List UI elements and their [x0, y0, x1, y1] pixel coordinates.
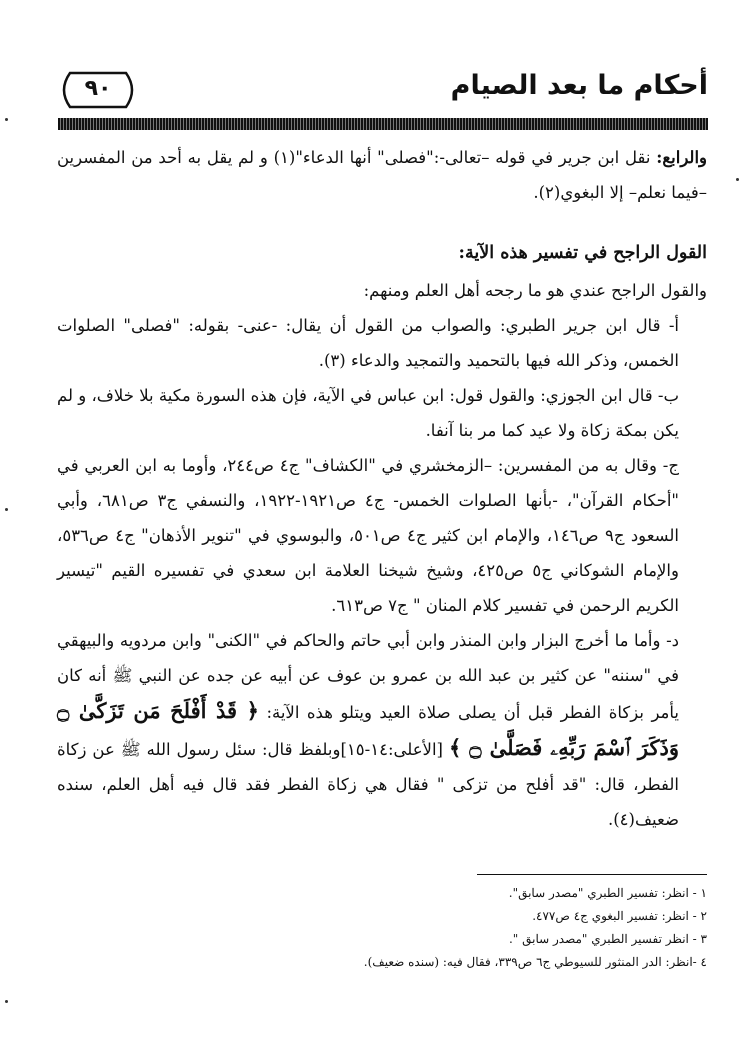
footnote-3: ٣ - انظر تفسير الطبري "مصدر سابق ".	[508, 932, 707, 946]
page-number-badge	[56, 70, 140, 110]
scan-mark	[5, 118, 8, 121]
page-number: ٩٠	[84, 76, 112, 101]
header-rule	[58, 118, 708, 130]
footnote-2: ٢ - انظر: تفسير البغوي ج٤ ص٤٧٧.	[532, 909, 707, 923]
main-text	[57, 140, 707, 837]
scan-mark	[5, 508, 8, 511]
paragraph-alef: أ- قال ابن جرير الطبري: والصواب من القول أن يقال: -عنى- بقوله: "فصلى" الصلوات الخمس، وذكر الله فيها بالتحميد والتمجيد والدعاء (٣).	[57, 316, 679, 370]
footnote-1: ١ - انظر: تفسير الطبري "مصدر سابق".	[508, 886, 707, 900]
paragraph-jim: ج- وقال به من المفسرين: –الزمخشري في "الكشاف" ج٤ ص٢٤٤، وأوما به ابن العربي في "أحكام القرآن"، -بأنها الصلوات الخمس- ج٤ ص١٩٢١-١٩٢٢، والنسفي ج٣ ص٦٨١، وأبي السعود ج٩ ص١٤٦، والإمام ابن كثير ج٤ ص٥٠١، والبوسوي في "تنوير الأذهان" ج٤ ص٥٣٦، والإمام الشوكاني ج٥ ص٤٢٥، وشيخ شيخنا العلامة ابن سعدي في تفسيره القيم "تيسير الكريم الرحمن في تفسير كلام المنان " ج٧ ص٦١٣.	[57, 456, 679, 615]
dal-text-1: د- وأما ما أخرج البزار وابن المنذر وابن أبي حاتم والحاكم في "الكنى" وابن مردويه والبيهقي في "سننه" عن كثير بن عبد الله بن عمرو بن عوف عن أبيه عن جده عن النبي ﷺ أنه كان يأمر بزكاة الفطر قبل أن يصلى صلاة العيد ويتلو هذه الآية:	[57, 631, 679, 722]
dal-text-2: [الأعلى:١٤-١٥]وبلفظ قال: سئل رسول الله ﷺ عن زكاة الفطر، قال: "قد أفلح من تزكى " فقال هي زكاة الفطر فقد قال فيه أهل العلم، سنده ضعيف(٤).	[57, 740, 679, 829]
book-title: أحكام ما بعد الصيام	[450, 70, 708, 101]
footnotes	[57, 882, 707, 974]
footnote-4: ٤ -انظر: الدر المنثور للسيوطي ج٦ ص٣٣٩، فقال فيه: (سنده ضعيف).	[363, 955, 707, 969]
paragraph-ba: ب- قال ابن الجوزي: والقول قول: ابن عباس في الآية، فإن هذه السورة مكية بلا خلاف، و لم يكن بمكة زكاة ولا عيد كما مر بنا آنفا.	[57, 386, 679, 440]
rabi-label: والرابع:	[656, 148, 707, 167]
footnote-separator	[477, 874, 707, 875]
paragraph-intro: والقول الراجح عندي هو ما رجحه أهل العلم ومنهم:	[363, 281, 707, 300]
rabi-text: نقل ابن جرير في قوله –تعالى-:"فصلى" أنها الدعاء"(١) و لم يقل به أحد من المفسرين –فيما نعلم– إلا البغوي(٢).	[57, 148, 707, 202]
scan-mark	[736, 178, 739, 181]
quran-verse: ﴿ قَدْ أَفْلَحَ مَن تَزَكَّىٰ ۝ وَذَكَرَ ٱسْمَ رَبِّهِۦ فَصَلَّىٰ ۝ ﴾	[57, 698, 679, 760]
section-heading: القول الراجح في تفسير هذه الآية:	[458, 243, 707, 263]
paragraph-dal	[57, 623, 707, 837]
page-header	[48, 66, 708, 116]
scan-mark	[5, 1000, 8, 1003]
paragraph-rabi	[57, 140, 707, 210]
